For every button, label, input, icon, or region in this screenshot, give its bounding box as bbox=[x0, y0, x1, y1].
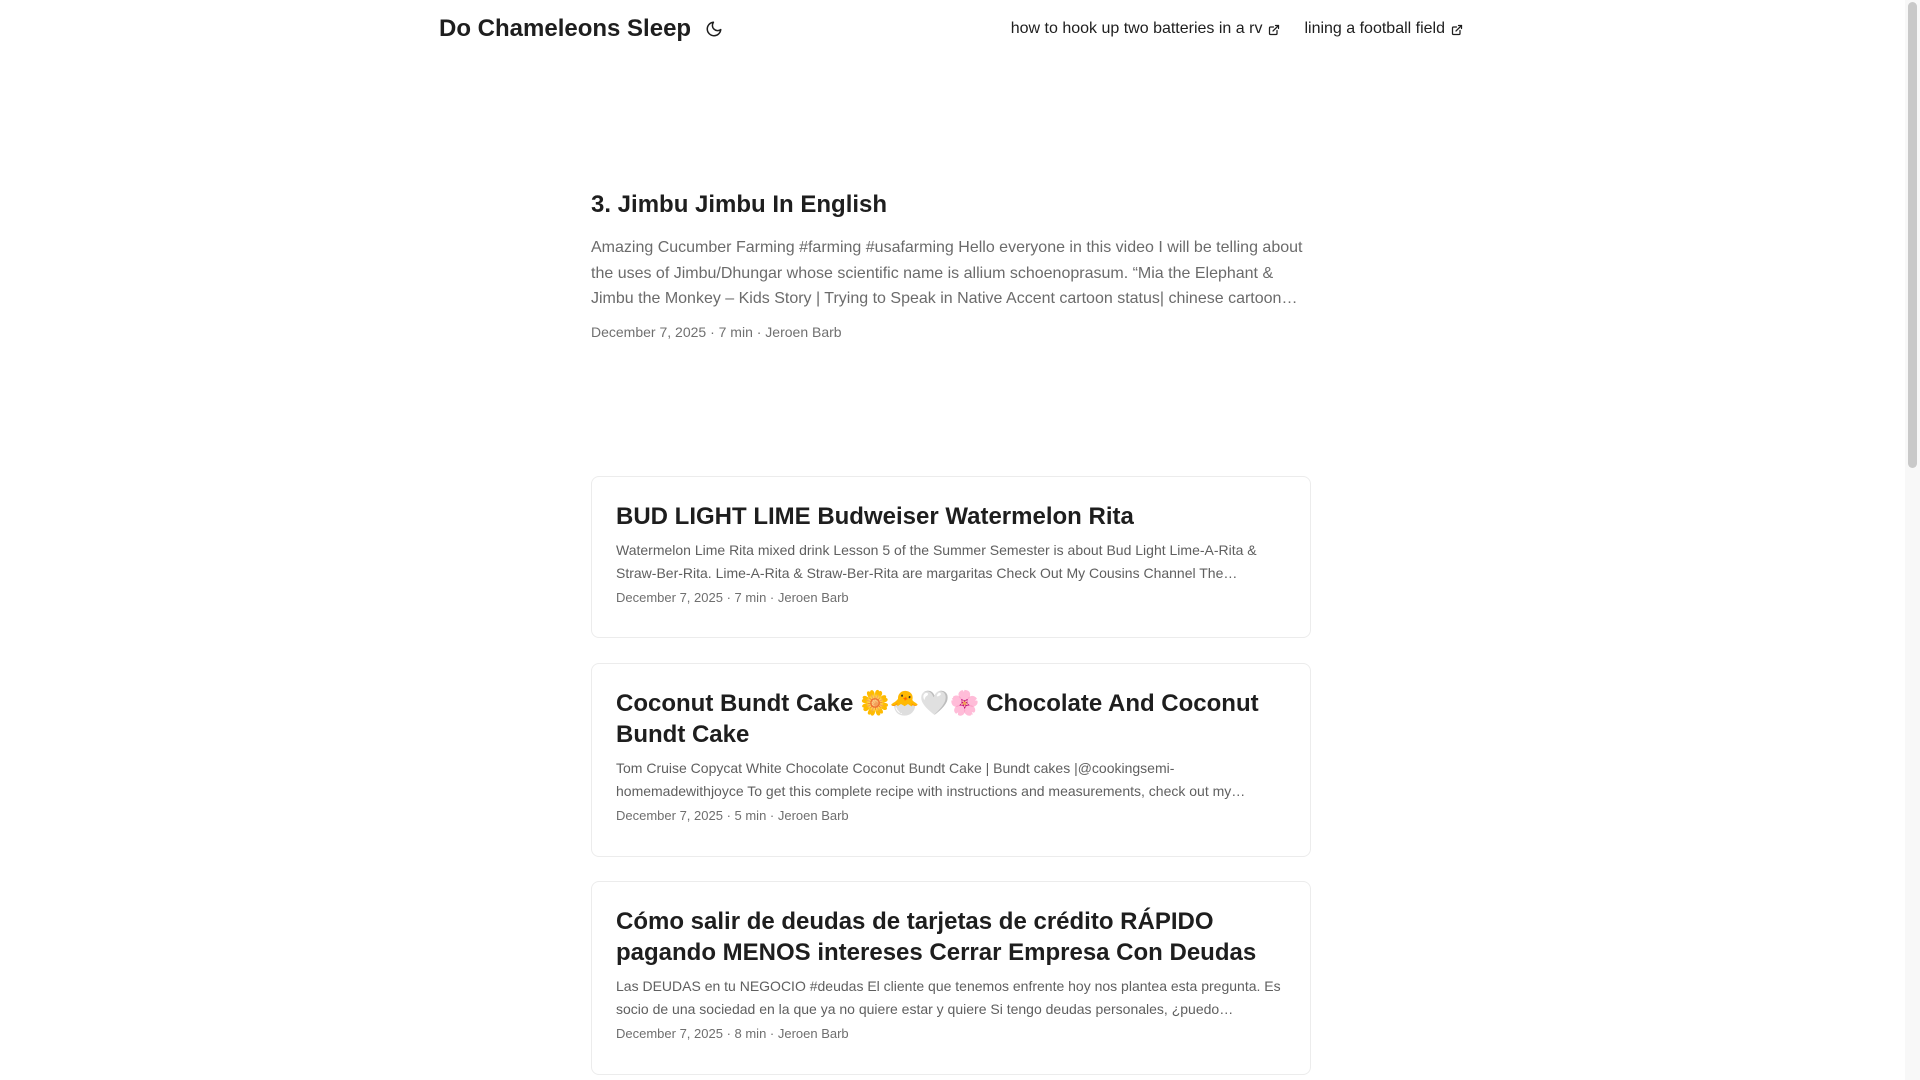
external-link-icon bbox=[1268, 23, 1280, 35]
post-card[interactable] bbox=[591, 881, 1311, 1075]
moon-icon[interactable] bbox=[703, 18, 725, 40]
nav-link-batteries[interactable] bbox=[1011, 20, 1281, 38]
post-card[interactable] bbox=[591, 663, 1311, 857]
post-title[interactable]: BUD LIGHT LIME Budweiser Watermelon Rita bbox=[616, 503, 1134, 530]
featured-post-title[interactable]: 3. Jimbu Jimbu In English bbox=[591, 191, 888, 218]
site-title-link[interactable]: Do Chameleons Sleep bbox=[439, 15, 692, 42]
post-title[interactable]: Coconut Bundt Cake 🌼🐣🤍🌸 Chocolate And Coconut Bundt Cake bbox=[616, 690, 1259, 748]
featured-post[interactable] bbox=[591, 185, 1311, 340]
post-meta: December 7, 2025 · 8 min · Jeroen Barb bbox=[616, 1026, 849, 1041]
post-title[interactable]: Cómo salir de deudas de tarjetas de crédito RÁPIDO pagando MENOS intereses Cerrar Empresa Con Deudas bbox=[616, 908, 1257, 966]
post-excerpt: Watermelon Lime Rita mixed drink Lesson 5 of the Summer Semester is about Bud Light Lime-A-Rita & Straw-Ber-Rita. Lime-A-Rita & Straw-Ber-Rita are margaritas Check Out My Cousins Channel The… bbox=[616, 542, 1257, 581]
post-excerpt: Las DEUDAS en tu NEGOCIO #deudas El cliente que tenemos enfrente hoy nos plantea esta pregunta. Es socio de una sociedad en la que ya no quiere estar y quiere Si tengo deudas personales, ¿puedo… bbox=[616, 978, 1281, 1017]
post-excerpt: Tom Cruise Copycat White Chocolate Coconut Bundt Cake | Bundt cakes |@cookingsemi-homemadewithjoyce To get this complete recipe with instructions and measurements, check out my… bbox=[616, 760, 1246, 799]
post-card[interactable] bbox=[591, 476, 1311, 638]
featured-post-meta: December 7, 2025 · 7 min · Jeroen Barb bbox=[591, 323, 842, 340]
site-header bbox=[439, 0, 1463, 58]
post-meta: December 7, 2025 · 5 min · Jeroen Barb bbox=[616, 808, 849, 823]
featured-post-excerpt: Amazing Cucumber Farming #farming #usafarming Hello everyone in this video I will be telling about the uses of Jimbu/Dhungar whose scientific name is allium schoenoprasum. “Mia the Elephant & Jimbu the Monkey – Kids Story | Trying to Speak in Native Accent cartoon status| chinese cartoon… bbox=[591, 239, 1303, 307]
scrollbar-thumb[interactable] bbox=[1908, 2, 1917, 468]
external-link-icon bbox=[1451, 23, 1463, 35]
top-nav bbox=[1011, 20, 1463, 38]
nav-link-label: how to hook up two batteries in a rv bbox=[1010, 20, 1263, 37]
brand bbox=[439, 15, 725, 43]
nav-link-label: lining a football field bbox=[1304, 20, 1445, 37]
nav-link-football[interactable] bbox=[1304, 20, 1463, 38]
scrollbar[interactable] bbox=[1905, 0, 1920, 1080]
post-meta: December 7, 2025 · 7 min · Jeroen Barb bbox=[616, 590, 849, 605]
